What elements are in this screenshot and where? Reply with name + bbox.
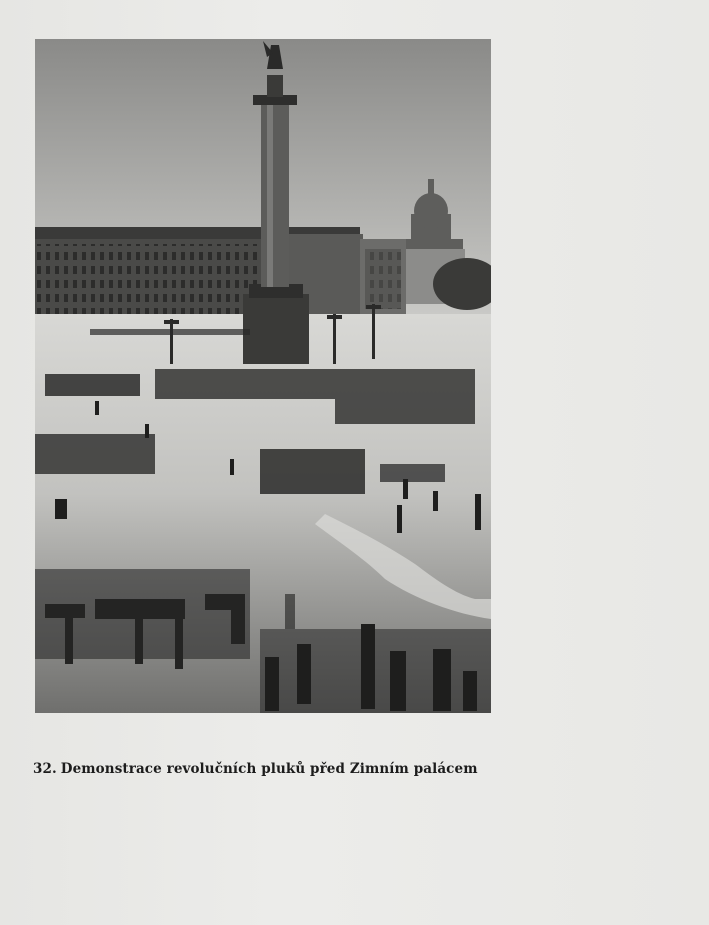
- figure-number: 32.: [33, 761, 57, 777]
- photograph-illustration: [35, 39, 491, 713]
- photograph: [35, 39, 491, 713]
- figure-caption: [33, 761, 673, 777]
- palace-building: [35, 227, 406, 325]
- figure-caption-text: Demonstrace revolučních pluků před Zimním palácem: [60, 761, 478, 777]
